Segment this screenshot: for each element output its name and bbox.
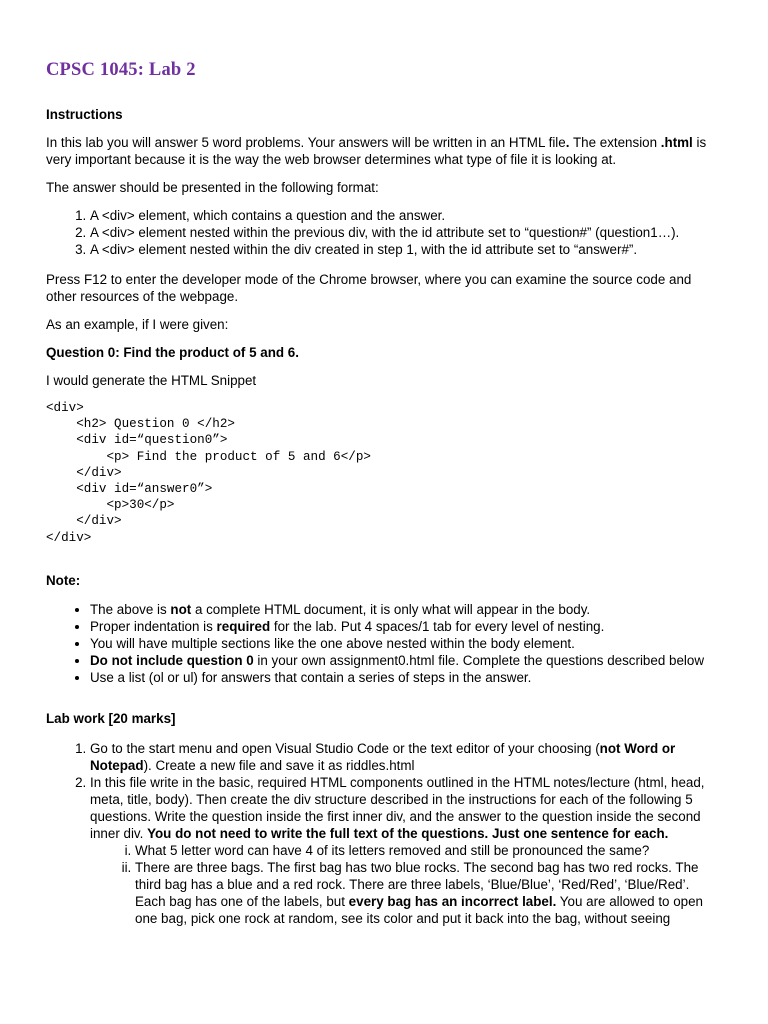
- html-extension: .html: [660, 135, 693, 150]
- example-paragraph: As an example, if I were given:: [46, 317, 229, 332]
- note-emphasis: Do not include question 0: [90, 652, 254, 668]
- note-text: Proper indentation is: [90, 618, 217, 634]
- intro-paragraph: [46, 134, 722, 168]
- list-item: [90, 601, 722, 618]
- riddle-emphasis: every bag has an incorrect label.: [348, 893, 557, 909]
- list-item: 3. A <div> element nested within the div created in step 1, with the id attribute set to “answer#”.: [90, 241, 722, 258]
- list-item: [90, 774, 722, 927]
- page-title: CPSC 1045: Lab 2: [46, 60, 196, 80]
- note-text: The above is: [90, 601, 171, 617]
- riddle-list: [90, 842, 722, 927]
- question0-heading: Question 0: Find the product of 5 and 6.: [46, 345, 299, 360]
- intro-period: .: [565, 135, 570, 150]
- instructions-heading: Instructions: [46, 107, 123, 122]
- note-text: a complete HTML document, it is only what will appear in the body.: [191, 601, 591, 617]
- note-emphasis: required: [216, 618, 271, 634]
- list-item: 2. A <div> element nested within the previous div, with the id attribute set to “question#” (question1…).: [90, 224, 722, 241]
- step-emphasis: not Word or Notepad: [90, 740, 676, 773]
- list-item: 1. A <div> element, which contains a question and the answer.: [90, 207, 722, 224]
- format-paragraph: The answer should be presented in the following format:: [46, 180, 379, 195]
- list-item: [90, 652, 722, 669]
- list-item: • Use a list (ol or ul) for answers that contain a series of steps in the answer.: [90, 669, 722, 686]
- intro-text-2: The extension: [569, 135, 661, 150]
- format-steps-list: [46, 207, 722, 258]
- list-item: i. What 5 letter word can have 4 of its letters removed and still be pronounced the same?: [135, 842, 722, 859]
- note-emphasis: not: [170, 601, 192, 617]
- list-item: [90, 618, 722, 635]
- list-item: [135, 859, 722, 927]
- step-text: ). Create a new file and save it as riddles.html: [143, 757, 415, 773]
- document-body: [46, 106, 722, 927]
- note-list: [46, 601, 722, 686]
- step-text: Go to the start menu and open Visual Studio Code or the text editor of your choosing (: [90, 740, 600, 756]
- snippet-paragraph: I would generate the HTML Snippet: [46, 373, 257, 388]
- labwork-steps-list: [46, 740, 722, 927]
- f12-paragraph: Press F12 to enter the developer mode of the Chrome browser, where you can examine the source code and other resources of the webpage.: [46, 272, 692, 304]
- note-text: in your own assignment0.html file. Complete the questions described below: [253, 652, 704, 668]
- intro-text: In this lab you will answer 5 word problems. Your answers will be written in an HTML file: [46, 135, 566, 150]
- list-item: • You will have multiple sections like the one above nested within the body element.: [90, 635, 722, 652]
- step-emphasis: You do not need to write the full text of the questions. Just one sentence for each.: [147, 825, 669, 841]
- riddle-text: There are three bags. The first bag has two blue rocks. The second bag has two red rocks. The third bag has a blue and a red rock. There are three labels, ‘Blue/Blue’, ‘Red/Red’, ‘Blue/Red’. Each bag has one of the labels, but: [135, 859, 699, 909]
- riddle-text: You are allowed to open one bag, pick one rock at random, see its color and put it back into the bag, without seeing: [135, 893, 704, 926]
- list-item: [90, 740, 722, 774]
- intro-text-3: is very important because it is the way the web browser determines what type of file it is looking at.: [46, 135, 707, 167]
- labwork-heading: Lab work [20 marks]: [46, 710, 176, 726]
- note-text: for the lab. Put 4 spaces/1 tab for every level of nesting.: [270, 618, 605, 634]
- note-heading: Note:: [46, 572, 81, 588]
- code-snippet: <div> <h2> Question 0 </h2> <div id=“question0”> <p> Find the product of 5 and 6</p> </div> <div id=“answer0”> <p>30</p> </div> </div>: [46, 401, 371, 545]
- step-text: In this file write in the basic, required HTML components outlined in the HTML notes/lecture (html, head, meta, title, body). Then create the div structure described in the instructions for each of the following 5 questions. Write the question inside the first inner div, and the answer to the question inside the second inner div.: [90, 774, 705, 841]
